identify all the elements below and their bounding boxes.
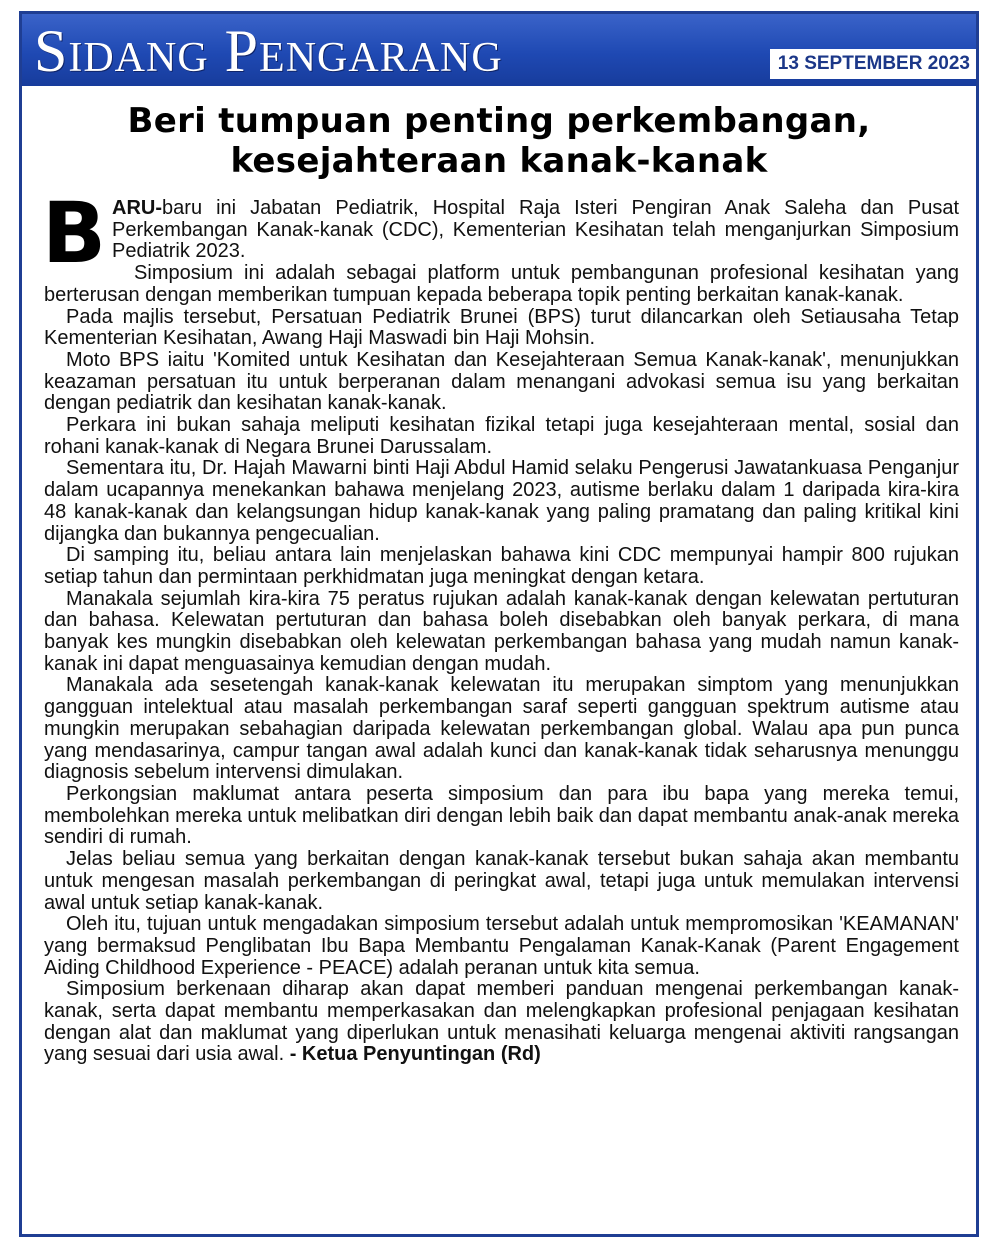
paragraph: Moto BPS iaitu 'Komited untuk Kesihatan dan Kesejahteraan Semua Kanak-kanak', menunjukkan keazaman persatuan itu untuk berperanan dalam menangani advokasi semua isu yang berkaitan dengan pediatrik dan kesihatan kanak-kanak. [44,348,959,415]
paragraph: Simposium ini adalah sebagai platform untuk pembangunan profesional kesihatan yang berterusan dengan memberikan tumpuan kepada beberapa topik penting berkaitan kanak-kanak. [44,262,959,306]
paragraph: Di samping itu, beliau antara lain menjelaskan bahawa kini CDC mempunyai hampir 800 rujukan setiap tahun dan permintaan perkhidmatan juga meningkat dengan ketara. [44,544,959,588]
article-body [42,184,959,1066]
publication-date: 13 SEPTEMBER 2023 [770,49,976,79]
article-headline [22,101,976,181]
section-banner [22,14,976,86]
section-title: Sidang Pengarang [34,18,503,84]
lead-text: baru ini Jabatan Pediatrik, Hospital Raja Isteri Pengiran Anak Saleha dan Pusat Perkembangan Kanak-kanak (CDC), Kementerian Kesihatan telah menganjurkan Simposium Pediatrik 2023. [112,197,959,263]
paragraph: Perkongsian maklumat antara peserta simposium dan para ibu bapa yang mereka temui, membolehkan mereka untuk melibatkan diri dengan lebih baik dan dapat membantu anak-anak mereka sendiri di rumah. [44,782,959,849]
drop-cap: B [42,184,107,282]
paragraph: Jelas beliau semua yang berkaitan dengan kanak-kanak tersebut bukan sahaja akan membantu untuk mengesan masalah perkembangan di peringkat awal, tetapi juga untuk memulakan intervensi awal untuk setiap kanak-kanak. [44,848,959,914]
paragraph: Manakala ada sesetengah kanak-kanak kelewatan itu merupakan simptom yang menunjukkan gangguan intelektual atau masalah perkembangan saraf seperti gangguan spektrum autisme atau mungkin merupakan sebahagian daripada kelewatan perkembangan global. Walau apa pun punca yang mendasarinya, campur tangan awal adalah kunci dan kanak-kanak tidak seharusnya menunggu diagnosis sebelum intervensi dimulakan. [44,674,959,784]
headline-line-1: Beri tumpuan penting perkembangan, [127,101,871,141]
author-signature: - Ketua Penyuntingan (Rd) [289,1043,541,1066]
paragraph: Sementara itu, Dr. Hajah Mawarni binti Haji Abdul Hamid selaku Pengerusi Jawatankuasa Penganjur dalam ucapannya menekankan bahawa menjelang 2023, autisme berlaku dalam 1 daripada kira-kira 48 kanak-kanak dan kelangsungan hidup kanak-kanak yang paling pramatang dan paling kritikal kini dijangka dan bukannya pengecualian. [44,457,959,545]
paragraph: Pada majlis tersebut, Persatuan Pediatrik Brunei (BPS) turut dilancarkan oleh Setiausaha Tetap Kementerian Kesihatan, Awang Haji Maswadi bin Haji Mohsin. [44,305,959,350]
paragraph: Perkara ini bukan sahaja meliputi kesihatan fizikal tetapi juga kesejahteraan mental, sosial dan rohani kanak-kanak di Negara Brunei Darussalam. [44,414,959,458]
page-frame [19,11,979,1237]
final-paragraph [44,979,959,1066]
lead-bold-text: ARU- [112,197,163,219]
final-text: Simposium berkenaan diharap akan dapat memberi panduan mengenai perkembangan kanak-kanak, serta dapat membantu memperkasakan dan melengkapkan profesional penjagaan kesihatan dengan alat dan maklumat yang diperlukan untuk menasihati keluarga mengenai aktiviti rangsangan yang sesuai dari usia awal. [44,978,959,1066]
paragraph: Oleh itu, tujuan untuk mengadakan simposium tersebut adalah untuk mempromosikan 'KEAMANAN' yang bermaksud Penglibatan Ibu Bapa Membantu Pengalaman Kanak-Kanak (Parent Engagement Aiding Childhood Experience - PEACE) adalah peranan untuk kita semua. [44,913,959,979]
lead-paragraph [42,184,959,282]
headline-line-2: kesejahteraan kanak-kanak [230,141,768,181]
paragraph: Manakala sejumlah kira-kira 75 peratus rujukan adalah kanak-kanak dengan kelewatan pertuturan dan bahasa. Kelewatan pertuturan dan bahasa boleh disebabkan oleh banyak perkara, di mana banyak kes mungkin disebabkan oleh kelewatan perkembangan bahasa yang mudah namun kanak-kanak ini dapat menguasainya kemudian dengan mudah. [44,587,959,675]
